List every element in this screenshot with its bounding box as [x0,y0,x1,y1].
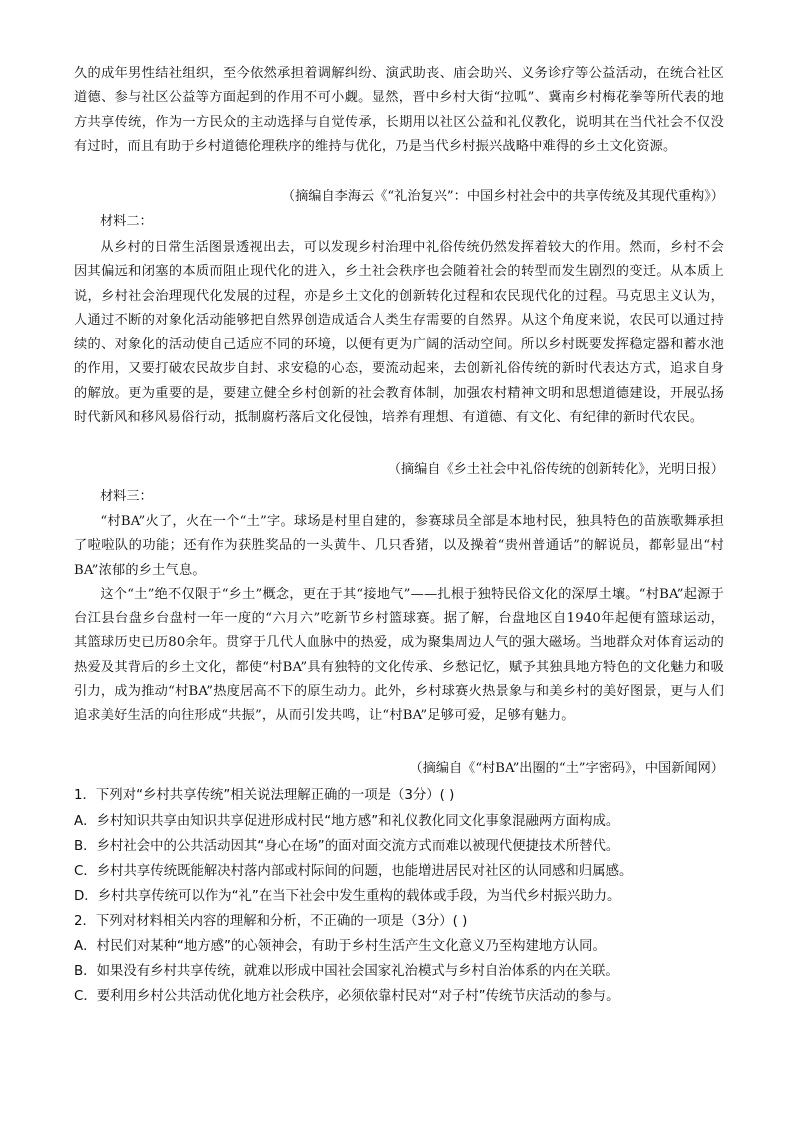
paragraph-material-three-a: “村BA”火了，火在一个“土”字。球场是村里自建的，参赛球员全部是本地村民，独具特色的苗族歌舞承担了啦啦队的功能；还有作为获胜奖品的一头黄牛、几只香猪，以及操着“贵州普通话”的解说员，都彰显出“村BA”浓郁的乡土气息。 [74,514,724,578]
material-one-continued [74,62,724,159]
material-two [74,236,724,430]
question-2-option-b: B．如果没有乡村共享传统，就难以形成中国社会国家礼治模式与乡村自治体系的内在关联。 [74,964,619,979]
question-2: 2．下列对材料相关内容的理解和分析，不正确的一项是（3分）( ) [74,914,468,929]
question-1-option-c: C．乡村共享传统既能解决村落内部或村际间的问题，也能增进居民对社区的认同感和归属感。 [74,864,633,879]
material-two-label: 材料二： [100,214,153,229]
paragraph-intro: 久的成年男性结社组织，至今依然承担着调解纠纷、演武助丧、庙会助兴、义务诊疗等公益活动，在统合社区道德、参与社区公益等方面起到的作用不可小觑。显然，晋中乡村大街“拉呱”、冀南乡村梅花拳等所代表的地方共享传统，作为一方民众的主动选择与自觉传承，长期用以社区公益和礼仪教化，说明其在当代社会不仅没有过时，而且有助于乡村道德伦理秩序的维持与优化，乃是当代乡村振兴战略中难得的乡土文化资源。 [74,66,724,154]
source-citation-3: （摘编自《“村BA”出圈的“土”字密码》，中国新闻网） [409,761,724,776]
question-2-option-c: C．要利用乡村公共活动优化地方社会秩序，必须依靠村民对“对子村”传统节庆活动的参与。 [74,989,620,1004]
source-citation-2: （摘编自《乡土社会中礼俗传统的创新转化》，光明日报） [387,462,724,477]
paragraph-material-three-b: 这个“土”绝不仅限于“乡土”概念，更在于其“接地气”——扎根于独特民俗文化的深厚土壤。“村BA”起源于台江县台盘乡台盘村一年一度的“六月六”吃新节乡村篮球赛。据了解，台盘地区自1940年起便有篮球运动，其篮球历史已历80余年。贯穿于几代人血脉中的热爱，成为聚集周边人气的强大磁场。当地群众对体育运动的热爱及其背后的乡土文化，都使“村BA”具有独特的文化传承、乡愁记忆，赋予其独具地方特色的文化魅力和吸引力，成为推动“村BA”热度居高不下的原生动力。此外，乡村球赛火热景象与和美乡村的美好图景，更与人们追求美好生活的向往形成“共振”，从而引发共鸣，让“村BA”足够可爱，足够有魅力。 [74,586,724,724]
source-citation-1: （摘编自李海云《“礼治复兴”：中国乡村社会中的共享传统及其现代重构》） [281,189,724,204]
material-three-label: 材料三： [100,489,153,504]
question-1-option-a: A．乡村知识共享由知识共享促进形成村民“地方感”和礼仪教化同文化事象混融两方面构成。 [74,814,620,829]
material-three [74,510,724,729]
question-1: 1．下列对“乡村共享传统”相关说法理解正确的一项是（3分）( ) [74,788,455,803]
question-1-option-d: D．乡村共享传统可以作为“礼”在当下社会中发生重构的载体或手段，为当代乡村振兴助力。 [74,889,621,904]
question-2-option-a: A．村民们对某种“地方感”的心领神会，有助于乡村生活产生文化意义乃至构建地方认同。 [74,939,606,954]
question-1-option-b: B．乡村社会中的公共活动因其“身心在场”的面对面交流方式而难以被现代便捷技术所替代。 [74,839,620,854]
paragraph-material-two: 从乡村的日常生活图景透视出去，可以发现乡村治理中礼俗传统仍然发挥着较大的作用。然而，乡村不会因其偏远和闭塞的本质而阻止现代化的进入，乡土社会秩序也会随着社会的转型而发生剧烈的变迁。从本质上说，乡村社会治理现代化发展的过程，亦是乡土文化的创新转化过程和农民现代化的过程。马克思主义认为，人通过不断的对象化活动能够把自然界创造成适合人类生存需要的自然界。从这个角度来说，农民可以通过持续的、对象化的活动使自己适应不同的环境，以便有更为广阔的活动空间。所以乡村既要发挥稳定器和蓄水池的作用，又要打破农民故步自封、求安稳的心态，要流动起来，去创新礼俗传统的新时代表达方式，追求自身的解放。更为重要的是，要建立健全乡村创新的社会教育体制，加强农村精神文明和思想道德建设，开展弘扬时代新风和移风易俗行动，抵制腐朽落后文化侵蚀，培养有理想、有道德、有文化、有纪律的新时代农民。 [74,240,724,426]
